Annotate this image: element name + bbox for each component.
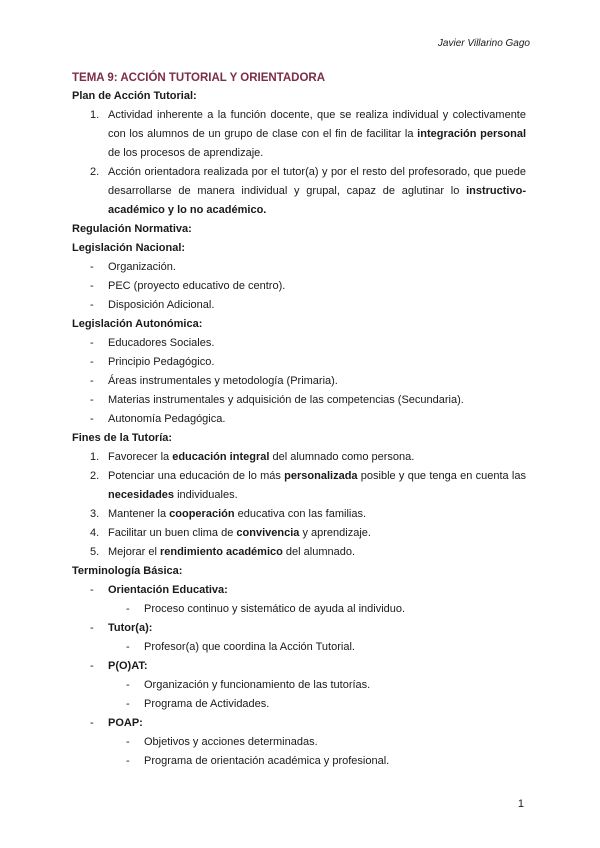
- list-item: [72, 353, 526, 372]
- item-bold-text: cooperación: [169, 508, 235, 520]
- item-text: Potenciar una educación de lo más: [108, 470, 285, 482]
- fines-item: [72, 467, 526, 505]
- plan-item: [72, 106, 526, 163]
- item-bold-text: necesidades: [108, 489, 175, 501]
- item-text: educativa con las familias.: [234, 508, 367, 520]
- item-number: 4.: [90, 527, 100, 539]
- item-text: Disposición Adicional.: [108, 299, 215, 311]
- fines-item: [72, 448, 526, 467]
- nacional-list: [72, 258, 526, 315]
- item-number: 2.: [90, 470, 100, 482]
- term-sublist: [72, 676, 526, 714]
- document-title: TEMA 9: ACCIÓN TUTORIAL Y ORIENTADORA: [72, 72, 326, 84]
- item-text: Organización y funcionamiento de las tutorías.: [144, 679, 371, 691]
- item-text: PEC (proyecto educativo de centro).: [108, 280, 286, 292]
- dash-marker: -: [90, 356, 94, 368]
- dash-marker: -: [90, 584, 94, 596]
- sub-item: [72, 638, 526, 657]
- item-text: Autonomía Pedagógica.: [108, 413, 226, 425]
- dash-marker: -: [90, 375, 94, 387]
- item-bold-text: instructivo-académico y lo no académico.: [108, 185, 526, 216]
- list-item: [72, 410, 526, 429]
- item-text: Educadores Sociales.: [108, 337, 215, 349]
- regulacion-heading: Regulación Normativa:: [72, 223, 192, 235]
- plan-list: [72, 106, 526, 220]
- dash-marker: -: [90, 413, 94, 425]
- item-bold-text: personalizada: [284, 470, 358, 482]
- plan-item: [72, 163, 526, 220]
- item-text: Proceso continuo y sistemático de ayuda al individuo.: [144, 603, 406, 615]
- item-text: Mantener la: [108, 508, 170, 520]
- dash-marker: -: [126, 641, 130, 653]
- list-item: [72, 334, 526, 353]
- dash-marker: -: [90, 280, 94, 292]
- item-text: Acción orientadora realizada por el tutor(a) y por el resto del profesorado, que puede desarrollarse de manera individual y grupal, capaz de aglutinar lo: [108, 166, 526, 197]
- item-text: y aprendizaje.: [299, 527, 371, 539]
- item-text: Actividad inherente a la función docente, que se realiza individual y colectivamente con los alumnos de un grupo de clase con el fin de facilitar la: [108, 109, 526, 140]
- term-label: Orientación Educativa:: [108, 584, 228, 596]
- item-text: Favorecer la: [108, 451, 173, 463]
- sub-item: [72, 695, 526, 714]
- item-number: 2.: [90, 166, 100, 178]
- dash-marker: -: [126, 698, 130, 710]
- item-text: Facilitar un buen clima de: [108, 527, 237, 539]
- item-number: 1.: [90, 451, 100, 463]
- item-text: del alumnado como persona.: [269, 451, 415, 463]
- dash-marker: -: [90, 622, 94, 634]
- dash-marker: -: [90, 717, 94, 729]
- term-sublist: [72, 638, 526, 657]
- autonomica-list: [72, 334, 526, 429]
- list-item: [72, 391, 526, 410]
- term-item: [72, 657, 526, 676]
- item-text: Materias instrumentales y adquisición de las competencias (Secundaria).: [108, 394, 464, 406]
- item-text: Profesor(a) que coordina la Acción Tutorial.: [144, 641, 355, 653]
- dash-marker: -: [126, 736, 130, 748]
- dash-marker: -: [90, 261, 94, 273]
- dash-marker: -: [90, 660, 94, 672]
- item-text: Organización.: [108, 261, 176, 273]
- autonomica-heading: Legislación Autonómica:: [72, 318, 203, 330]
- terminologia-heading: Terminología Básica:: [72, 565, 183, 577]
- dash-marker: -: [90, 299, 94, 311]
- item-text: Principio Pedagógico.: [108, 356, 215, 368]
- list-item: [72, 372, 526, 391]
- fines-list: [72, 448, 526, 562]
- item-bold-text: convivencia: [236, 527, 300, 539]
- term-label: POAP:: [108, 717, 143, 729]
- term-item: [72, 714, 526, 733]
- dash-marker: -: [126, 603, 130, 615]
- sub-item: [72, 752, 526, 771]
- item-number: 5.: [90, 546, 100, 558]
- sub-item: [72, 600, 526, 619]
- term-block: [72, 657, 526, 714]
- term-sublist: [72, 600, 526, 619]
- term-sublist: [72, 733, 526, 771]
- term-item: [72, 619, 526, 638]
- list-item: [72, 277, 526, 296]
- sub-item: [72, 733, 526, 752]
- item-text: Objetivos y acciones determinadas.: [144, 736, 318, 748]
- term-block: [72, 619, 526, 657]
- terminologia-list: [72, 581, 526, 771]
- term-label: Tutor(a):: [108, 622, 153, 634]
- term-block: [72, 714, 526, 771]
- fines-heading: Fines de la Tutoría:: [72, 432, 173, 444]
- header-author: Javier Villarino Gago: [437, 38, 530, 49]
- fines-item: [72, 543, 526, 562]
- dash-marker: -: [126, 755, 130, 767]
- term-label: P(O)AT:: [108, 660, 148, 672]
- item-bold-text: educación integral: [172, 451, 270, 463]
- item-text: posible y que tenga en cuenta las: [357, 470, 526, 482]
- term-item: [72, 581, 526, 600]
- item-text: Mejorar el: [108, 546, 160, 558]
- item-text: de los procesos de aprendizaje.: [108, 147, 264, 159]
- dash-marker: -: [90, 337, 94, 349]
- nacional-heading: Legislación Nacional:: [72, 242, 186, 254]
- document-content: [72, 70, 526, 771]
- plan-heading: Plan de Acción Tutorial:: [72, 90, 197, 102]
- term-block: [72, 581, 526, 619]
- dash-marker: -: [126, 679, 130, 691]
- item-bold-text: integración personal: [417, 128, 526, 140]
- item-text: Programa de Actividades.: [144, 698, 270, 710]
- item-text: Programa de orientación académica y profesional.: [144, 755, 390, 767]
- list-item: [72, 296, 526, 315]
- fines-item: [72, 505, 526, 524]
- item-bold-text: rendimiento académico: [159, 546, 283, 558]
- sub-item: [72, 676, 526, 695]
- page-number: 1: [517, 798, 524, 810]
- fines-item: [72, 524, 526, 543]
- item-number: 3.: [90, 508, 100, 520]
- item-text: individuales.: [174, 489, 238, 501]
- item-text: Áreas instrumentales y metodología (Primaria).: [108, 375, 338, 387]
- item-number: 1.: [90, 109, 100, 121]
- item-text: del alumnado.: [282, 546, 356, 558]
- dash-marker: -: [90, 394, 94, 406]
- list-item: [72, 258, 526, 277]
